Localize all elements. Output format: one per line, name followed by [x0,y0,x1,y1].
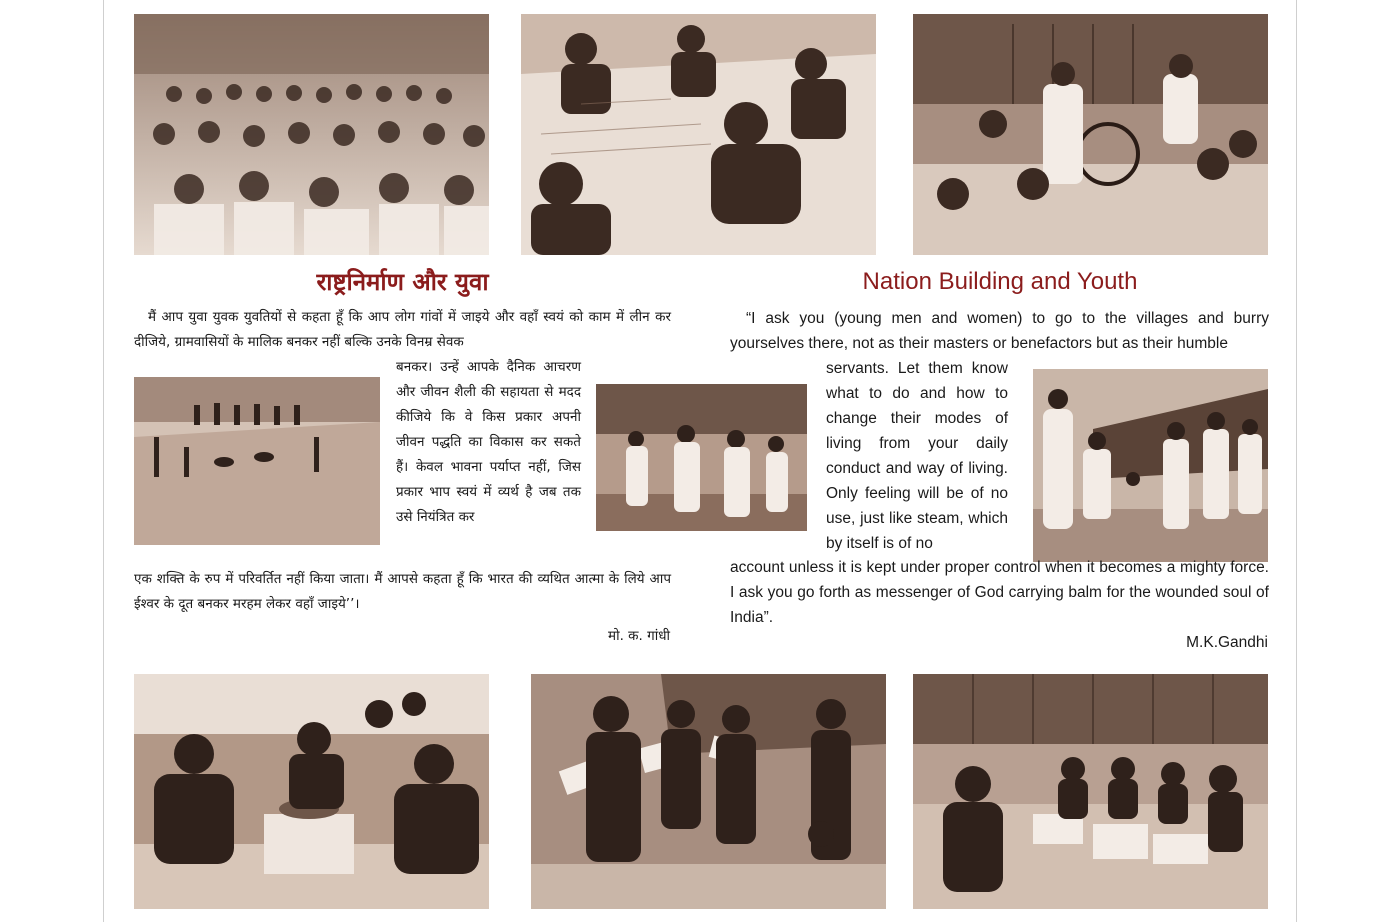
photo-women-workshop [913,674,1268,909]
photo-girls-drawing [521,14,876,255]
hindi-paragraph-middle: बनकर। उन्हें आपके दैनिक आचरण और जीवन शैली की सहायता से मदद कीजिये कि वे किस प्रकार अपनी जीवन पद्धति का विकास कर सकते हैं। केवल भावना पर्याप्त नहीं, जिस प्रकार भाप स्वयं में व्यर्थ है जब तक उसे नियंत्रित कर [396,359,581,525]
hindi-title: राष्ट्रनिर्माण और युवा [316,268,489,296]
photo-pottery-wheel [134,674,489,909]
hindi-paragraph-top: मैं आप युवा युवक युवतियों से कहता हूँ कि आप लोग गांवों में जाइये और वहाँ स्वयं को काम में लीन कर दीजिये, ग्रामवासियों के मालिक बनकर नहीं बल्कि उनके विनम्र सेवक [134,309,671,350]
photo-women-march [596,384,807,531]
english-signature: M.K.Gandhi [1186,634,1268,651]
photo-students-assembly [134,14,489,255]
english-title: Nation Building and Youth [862,268,1138,295]
hindi-signature: मो. क. गांधी [608,628,670,644]
photo-gandhi-village [1033,369,1268,562]
photo-spinning-wheel [913,14,1268,255]
english-paragraph-bottom: account unless it is kept under proper control when it becomes a mighty force. I ask you go forth as messenger of God carrying balm for the wounded soul of India”. [730,559,1269,626]
left-margin-line [103,0,104,922]
right-margin-line [1296,0,1297,922]
photo-village-labour [134,377,380,545]
english-paragraph-top: “I ask you (young men and women) to go to the villages and burry yourselves there, not as their masters or benefactors but as their humble [730,310,1269,352]
hindi-paragraph-bottom: एक शक्ति के रुप में परिवर्तित नहीं किया जाता। मैं आपसे कहता हूँ कि भारत की व्यथित आत्मा के लिये आप ईश्वर के दूत बनकर मरहम लेकर वहाँ जाइये’’। [134,571,671,612]
english-paragraph-middle: servants. Let them know what to do and how to change their modes of living from your daily conduct and way of living. Only feeling will be of no use, just like steam, which by itself is of no [826,360,1008,552]
photo-village-survey [531,674,886,909]
